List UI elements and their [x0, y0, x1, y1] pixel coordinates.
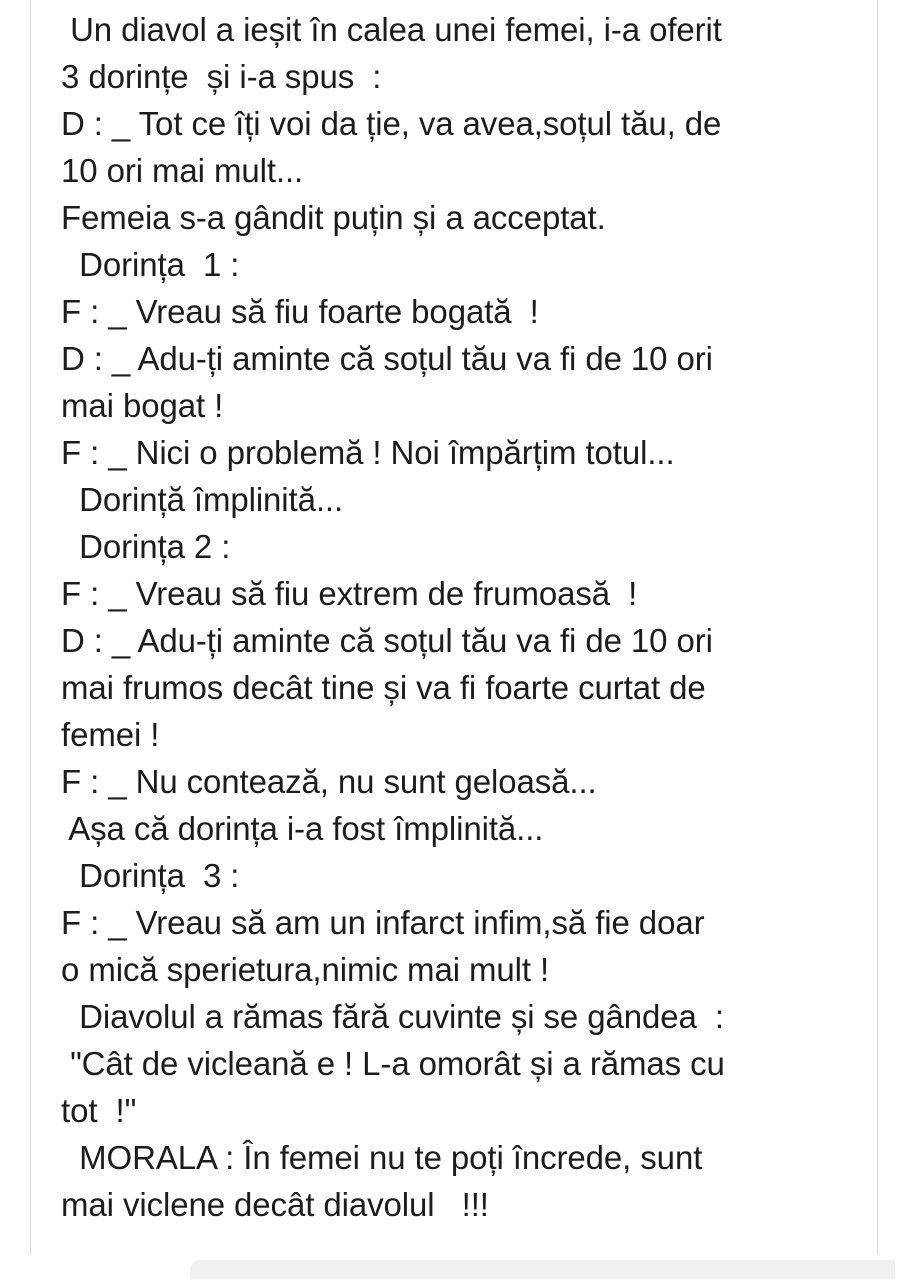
post-line: F : _ Nici o problemă ! Noi împărțim totul... — [61, 434, 675, 471]
post-line: F : _ Vreau să fiu extrem de frumoasă ! — [61, 575, 638, 612]
post-line: Femeia s-a gândit puțin și a acceptat. — [61, 199, 606, 236]
post-line: D : _ Adu-ți aminte că soțul tău va fi de 10 ori — [61, 340, 713, 377]
post-line: Dorința 3 : — [61, 857, 240, 894]
post-line: mai frumos decât tine și va fi foarte curtat de — [61, 669, 706, 706]
post-line: 10 ori mai mult... — [61, 152, 304, 189]
post-line: "Cât de vicleană e ! L-a omorât și a rămas cu — [61, 1045, 725, 1082]
post-line: Diavolul a rămas fără cuvinte și se gândea : — [61, 998, 724, 1035]
post-line: MORALA : În femei nu te poți încrede, sunt — [61, 1139, 703, 1176]
post-line: Dorința 2 : — [61, 528, 231, 565]
post-line: Așa că dorința i-a fost împlinită... — [61, 810, 544, 847]
post-text — [61, 6, 881, 1228]
post-line: Dorința 1 : — [61, 246, 240, 283]
post-line: tot !" — [61, 1092, 137, 1129]
post-line: F : _ Vreau să am un infarct infim,să fie doar — [61, 904, 705, 941]
post-line: o mică sperietura,nimic mai mult ! — [61, 951, 550, 988]
post-line: D : _ Adu-ți aminte că soțul tău va fi de 10 ori — [61, 622, 713, 659]
post-line: Dorință împlinită... — [61, 481, 344, 518]
post-line: Un diavol a ieșit în calea unei femei, i-a oferit — [61, 11, 722, 48]
post-card — [30, 0, 878, 1255]
comment-bar[interactable] — [190, 1260, 895, 1279]
post-line: F : _ Nu contează, nu sunt geloasă... — [61, 763, 597, 800]
post-line: D : _ Tot ce îți voi da ție, va avea,soțul tău, de — [61, 105, 722, 142]
post-line: F : _ Vreau să fiu foarte bogată ! — [61, 293, 539, 330]
post-line: femei ! — [61, 716, 160, 753]
post-line: mai viclene decât diavolul !!! — [61, 1186, 489, 1223]
post-line: mai bogat ! — [61, 387, 224, 424]
post-line: 3 dorințe și i-a spus : — [61, 58, 382, 95]
